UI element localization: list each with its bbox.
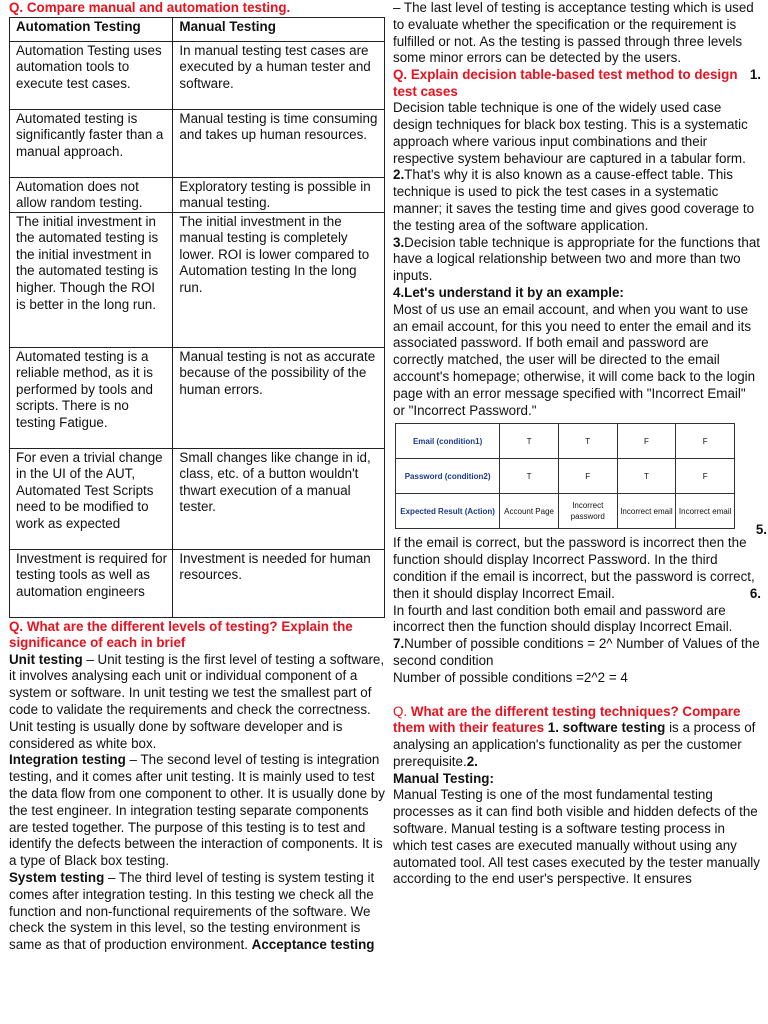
table-cell: Manual testing is time consuming and takes up human resources. xyxy=(173,109,385,177)
table-cell: Incorrect email xyxy=(617,494,676,529)
table-row xyxy=(10,41,385,109)
question-decision-table-heading xyxy=(393,67,761,100)
table-cell: Password (condition2) xyxy=(396,459,500,494)
header-automation: Automation Testing xyxy=(10,17,173,41)
table-row xyxy=(10,212,385,347)
unit-testing-title: Unit testing xyxy=(9,651,83,667)
header-manual: Manual Testing xyxy=(173,17,385,41)
question-compare-heading: Q. Compare manual and automation testing. xyxy=(9,0,291,15)
software-testing-text: is a process of analysing an application's functionality as per the customer prerequisite. xyxy=(393,720,756,769)
paragraph-6: In fourth and last condition both email and password are incorrect then the function should display Incorrect Email. xyxy=(393,602,733,635)
paragraph-2-text: That's why it is also known as a cause-effect table. This technique is used to pick the test cases in a systematic manner; it saves the testing time and gives good coverage to the testing area of the software application. xyxy=(393,167,755,233)
system-testing-text: – The third level of testing is system testing it comes after integration testing. In this testing we check all the function and non-functional requirements of the software. We check the system in this level, so the testing environment is same as that of production environment. xyxy=(9,870,375,953)
table-cell: Incorrect password xyxy=(558,494,617,529)
table-cell: The initial investment in the automated testing is the initial investment in the automated testing is higher. Though the ROI is better in the long run. xyxy=(10,212,173,347)
question-levels-heading: Q. What are the different levels of testing? Explain the significance of each in brief xyxy=(9,618,353,651)
number-3: 3. xyxy=(393,234,405,250)
table-cell: T xyxy=(617,459,676,494)
right-column xyxy=(393,0,767,888)
table-cell: T xyxy=(558,424,617,459)
number-5: 5. xyxy=(755,522,767,538)
table-cell: Incorrect email xyxy=(676,494,735,529)
decision-table-paragraph-3 xyxy=(393,235,761,285)
table-cell: Exploratory testing is possible in manual testing. xyxy=(173,177,385,212)
table-cell: Email (condition1) xyxy=(396,424,500,459)
system-testing-paragraph xyxy=(9,870,385,954)
table-cell: F xyxy=(558,459,617,494)
table-cell: In manual testing test cases are executed by a human tester and software. xyxy=(173,41,385,109)
table-row xyxy=(10,347,385,448)
paragraph-5-text: If the email is correct, but the password is incorrect then the function should display Incorrect Password. In the third condition if the email is incorrect, but the password is correct, then it should display Incorrect Email. xyxy=(393,535,755,601)
table-row xyxy=(396,424,735,459)
table-row xyxy=(10,109,385,177)
decision-table-paragraph-2 xyxy=(393,167,761,234)
number-1: 1. xyxy=(749,67,761,83)
number-6-wrap xyxy=(750,586,761,603)
question-techniques-paragraph xyxy=(393,704,761,771)
table-cell: Investment is needed for human resources. xyxy=(173,549,385,617)
paragraph-7-text: Number of possible conditions = 2^ Number of Values of the second condition xyxy=(393,636,760,668)
table-cell: F xyxy=(676,424,735,459)
paragraph-7b: Number of possible conditions =2^2 = 4 xyxy=(393,669,628,685)
table-cell: Automated testing is a reliable method, as it is performed by tools and scripts. There is no testing Fatigue. xyxy=(10,347,173,448)
decision-table xyxy=(395,423,735,529)
table-cell: Account Page xyxy=(500,494,559,529)
integration-testing-text: – The second level of testing is integration testing, and it comes after unit testing. It is mainly used to test the data flow from one component to other. It is usually done by the test engineer. In integration testing separate components are tested together. The purpose of this testing is to test and identify the defects between the interaction of components. It is a type of Black box testing. xyxy=(9,752,385,869)
number-2: 2. xyxy=(393,167,405,183)
table-cell: Automation does not allow random testing. xyxy=(10,177,173,212)
question-decision-table-text: Q. Explain decision table-based test method to design test cases xyxy=(393,67,738,99)
table-cell: For even a trivial change in the UI of the AUT, Automated Test Scripts need to be modified to work as expected xyxy=(10,448,173,549)
system-testing-title: System testing xyxy=(9,870,105,886)
paragraph-7 xyxy=(393,636,761,670)
table-cell: Small changes like change in id, class, etc. of a button wouldn't thwart execution of a manual tester. xyxy=(173,448,385,549)
paragraph-3-text: Decision table technique is appropriate for the functions that have a logical relationship between two and more than two inputs. xyxy=(393,234,760,284)
example-paragraph: Most of us use an email account, and when you want to use an email account, for this you need to enter the email and its associated password. If both email and password are correctly matched, the user will be directed to the email account's homepage; otherwise, it will come back to the login page with an error message specified with "Incorrect Email" or "Incorrect Password." xyxy=(393,301,756,418)
number-8: 2. xyxy=(466,753,478,769)
table-header-row xyxy=(10,17,385,41)
paragraph-5 xyxy=(393,535,761,602)
table-cell: Automated testing is significantly faster than a manual approach. xyxy=(10,109,173,177)
table-cell: Manual testing is not as accurate because of the possibility of the human errors. xyxy=(173,347,385,448)
table-row xyxy=(396,494,735,529)
table-cell: F xyxy=(676,459,735,494)
table-cell: Investment is required for testing tools as well as automation engineers xyxy=(10,549,173,617)
table-cell: T xyxy=(500,424,559,459)
table-cell: Expected Result (Action) xyxy=(396,494,500,529)
number-7: 7. xyxy=(393,636,405,652)
integration-testing-paragraph xyxy=(9,752,385,870)
q-prefix: Q. xyxy=(393,703,411,719)
decision-table-paragraph-1: Decision table technique is one of the widely used case design techniques for black box testing. This is a systematic approach where various input combinations and their respective system behaviour are captured in a tabular form. xyxy=(393,100,748,166)
example-heading: 4.Let's understand it by an example: xyxy=(393,284,624,300)
manual-testing-paragraph: Manual Testing is one of the most fundamental testing processes as it can find both visible and hidden defects of the software. Manual testing is a software testing process in which test cases are executed manually without using any automated tool. All test cases executed by the tester manually according to the end user's perspective. It ensures xyxy=(393,787,760,887)
table-cell: F xyxy=(617,424,676,459)
table-cell: Automation Testing uses automation tools to execute test cases. xyxy=(10,41,173,109)
software-testing-title: 1. software testing xyxy=(544,720,666,736)
table-row xyxy=(10,549,385,617)
acceptance-testing-continued: – The last level of testing is acceptance testing which is used to evaluate whether the specification or the requirement is fulfilled or not. As the testing is passed through three levels some minor errors can be detected by the users. xyxy=(393,0,754,66)
table-row xyxy=(10,448,385,549)
decision-table-figure xyxy=(393,423,767,538)
table-row xyxy=(396,459,735,494)
unit-testing-paragraph xyxy=(9,652,385,753)
acceptance-testing-title: Acceptance testing xyxy=(251,937,375,953)
number-6: 6. xyxy=(749,585,761,601)
unit-testing-text: – Unit testing is the first level of testing a software, it involves analysing each unit or individual component of a system or software. In unit testing we test the smallest part of code to validate the requirements and check the correctness. Unit testing is usually done by software developer and is considered as white box. xyxy=(9,651,385,751)
table-row xyxy=(10,177,385,212)
integration-testing-title: Integration testing xyxy=(9,752,126,768)
table-cell: T xyxy=(500,459,559,494)
manual-testing-title: Manual Testing: xyxy=(393,770,494,786)
question-techniques-text: What are the different testing techniques? Compare them with their features xyxy=(393,703,741,736)
table-cell: The initial investment in the manual testing is completely lower. ROI is lower compared to Automation testing In the long run. xyxy=(173,212,385,347)
comparison-table xyxy=(9,17,385,618)
left-column xyxy=(9,0,385,954)
